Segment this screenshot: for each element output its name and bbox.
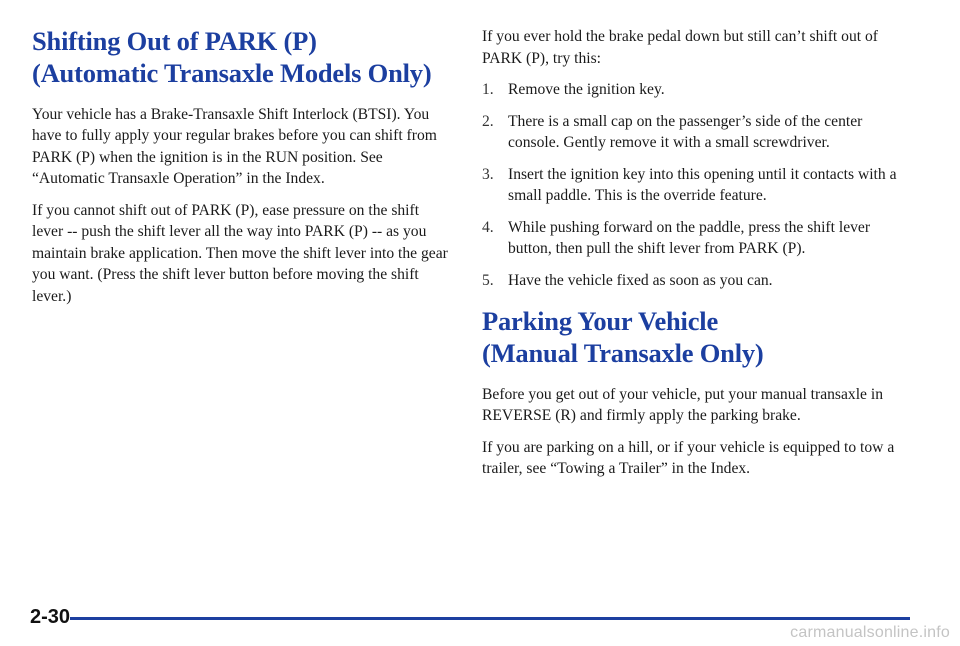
watermark: carmanualsonline.info <box>790 624 950 641</box>
step-text: While pushing forward on the paddle, press the shift lever button, then pull the shift lever from PARK (P). <box>508 218 871 257</box>
list-item <box>482 79 912 101</box>
step-number: 2. <box>482 112 494 130</box>
page-footer <box>30 606 910 630</box>
title-line-2: (Automatic Transaxle Models Only) <box>32 57 432 88</box>
list-item <box>482 164 912 207</box>
step-text: Insert the ignition key into this opening until it contacts with a small paddle. This is the override feature. <box>508 165 897 204</box>
page-number: 2-30 <box>30 606 71 628</box>
section-title-shifting-out-of-park <box>32 26 452 90</box>
title-line-2: (Manual Transaxle Only) <box>482 338 764 369</box>
footer-rule <box>70 617 910 620</box>
right-column <box>482 26 912 490</box>
step-text: Have the vehicle fixed as soon as you can. <box>508 271 773 289</box>
title-line-1: Shifting Out of PARK (P) <box>32 26 317 56</box>
step-text: There is a small cap on the passenger’s side of the center console. Gently remove it with a small screwdriver. <box>508 112 863 151</box>
step-text: Remove the ignition key. <box>508 81 665 98</box>
btsi-paragraph: Your vehicle has a Brake-Transaxle Shift Interlock (BTSI). You have to fully apply your regular brakes before you can shift from PARK (P) when the ignition is in the RUN position. See “Automatic Transaxle Operation” in the Index. <box>32 105 437 188</box>
list-item <box>482 217 912 260</box>
list-item <box>482 111 912 154</box>
step-number: 5. <box>482 271 494 289</box>
list-item <box>482 270 912 292</box>
step-number: 4. <box>482 218 494 236</box>
step-number: 1. <box>482 81 494 98</box>
left-column <box>32 26 452 317</box>
manual-transaxle-paragraph: Before you get out of your vehicle, put your manual transaxle in REVERSE (R) and firmly apply the parking brake. <box>482 385 883 425</box>
section-title-parking-your-vehicle <box>482 305 912 370</box>
title-line-1: Parking Your Vehicle <box>482 306 719 336</box>
override-steps-list <box>482 79 912 291</box>
step-number: 3. <box>482 165 494 183</box>
cannot-shift-paragraph: If you cannot shift out of PARK (P), ease pressure on the shift lever -- push the shift lever all the way into PARK (P) -- as you maintain brake application. Then move the shift lever into the gear you want. (Press the shift lever button before moving the shift lever.) <box>32 201 448 305</box>
hill-parking-paragraph: If you are parking on a hill, or if your vehicle is equipped to tow a trailer, see “Towing a Trailer” in the Index. <box>482 438 895 478</box>
override-intro-paragraph: If you ever hold the brake pedal down but still can’t shift out of PARK (P), try this: <box>482 28 878 67</box>
